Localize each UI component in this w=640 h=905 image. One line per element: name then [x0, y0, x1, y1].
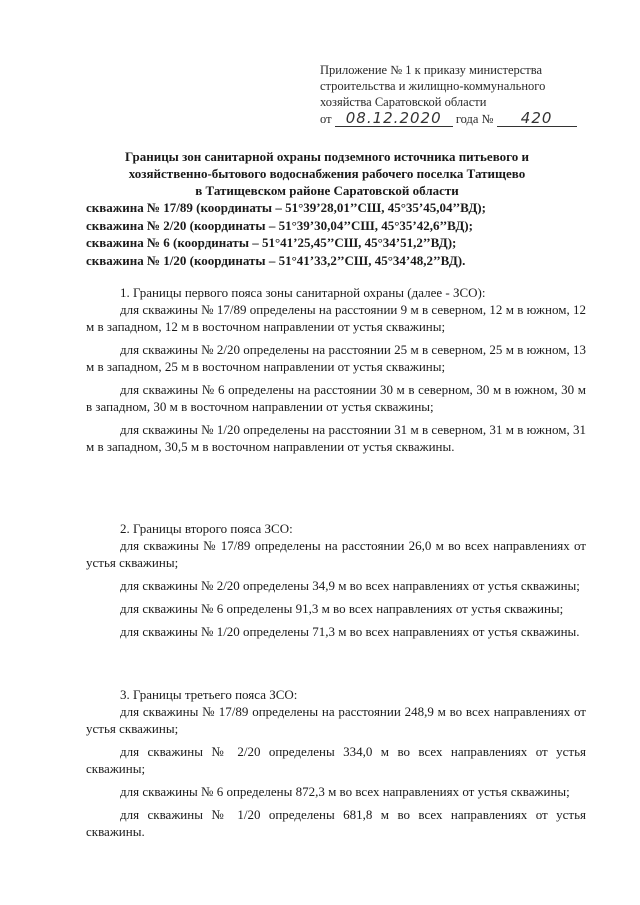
title-line-3: в Татищевском районе Саратовской области — [195, 183, 459, 198]
section-paragraph: для скважины № 1/20 определены на расстоянии 31 м в северном, 31 м в южном, 31 м в западном, 30,5 м в восточном направлении от устья скважины. — [86, 422, 586, 454]
section-paragraph: для скважины № 6 определены на расстоянии 30 м в северном, 30 м в южном, 30 м в западном, 30 м в восточном направлении от устья скважины; — [86, 382, 586, 414]
year-number-label: года № — [455, 112, 494, 126]
well-item: скважина № 1/20 (координаты – 51°41’33,2’’СШ, 45°34’48,2’’ВД). — [86, 252, 466, 268]
section-paragraph: для скважины № 2/20 определены 334,0 м во всех направлениях от устья скважины; — [86, 744, 586, 776]
section-paragraph: для скважины № 6 определены 91,3 м во всех направлениях от устья скважины; — [120, 601, 564, 616]
section-paragraph: для скважины № 2/20 определены 34,9 м во всех направлениях от устья скважины; — [120, 578, 580, 593]
section-paragraph: для скважины № 17/89 определены на расстоянии 9 м в северном, 12 м в южном, 12 м в западном, 12 м в восточном направлении от устья скважины; — [86, 302, 586, 334]
section-paragraph: для скважины № 17/89 определены на расстоянии 26,0 м во всех направлениях от устья скважины; — [86, 538, 586, 570]
appendix-header — [320, 62, 595, 127]
section-third-belt — [86, 686, 586, 846]
section-paragraph: для скважины № 6 определены 872,3 м во всех направлениях от устья скважины; — [120, 784, 570, 799]
title-line-2: хозяйственно-бытового водоснабжения рабочего поселка Татищево — [128, 166, 526, 181]
section-heading: 3. Границы третьего пояса ЗСО: — [120, 687, 298, 702]
order-number: 420 — [497, 110, 577, 127]
well-item: скважина № 2/20 (координаты – 51°39’30,04’’СШ, 45°35’42,6’’ВД); — [86, 217, 473, 233]
document-title — [84, 148, 570, 199]
section-heading: 2. Границы второго пояса ЗСО: — [120, 521, 293, 536]
section-paragraph: для скважины № 1/20 определены 681,8 м во всех направлениях от устья скважины. — [86, 807, 586, 839]
appendix-date-line — [320, 110, 595, 127]
wells-list — [86, 199, 586, 269]
section-paragraph: для скважины № 2/20 определены на расстоянии 25 м в северном, 25 м в южном, 13 м в западном, 25 м в восточном направлении от устья скважины; — [86, 342, 586, 374]
well-item: скважина № 6 (координаты – 51°41’25,45’’СШ, 45°34’51,2’’ВД); — [86, 235, 457, 250]
section-paragraph: для скважины № 1/20 определены 71,3 м во всех направлениях от устья скважины. — [120, 624, 580, 639]
appendix-line-2: строительства и жилищно-коммунального — [320, 79, 546, 93]
section-heading: 1. Границы первого пояса зоны санитарной охраны (далее - ЗСО): — [120, 285, 486, 300]
appendix-line-3: хозяйства Саратовской области — [320, 95, 487, 109]
section-second-belt — [86, 520, 586, 646]
section-first-belt — [86, 284, 586, 461]
appendix-line-1: Приложение № 1 к приказу министерства — [320, 63, 543, 77]
from-prefix: от — [320, 112, 332, 126]
well-item: скважина № 17/89 (координаты – 51°39’28,01’’СШ, 45°35’45,04’’ВД); — [86, 200, 486, 215]
section-paragraph: для скважины № 17/89 определены на расстоянии 248,9 м во всех направлениях от устья скважины; — [86, 704, 586, 736]
title-line-1: Границы зон санитарной охраны подземного источника питьевого и — [125, 149, 529, 164]
order-date: 08.12.2020 — [335, 110, 453, 127]
